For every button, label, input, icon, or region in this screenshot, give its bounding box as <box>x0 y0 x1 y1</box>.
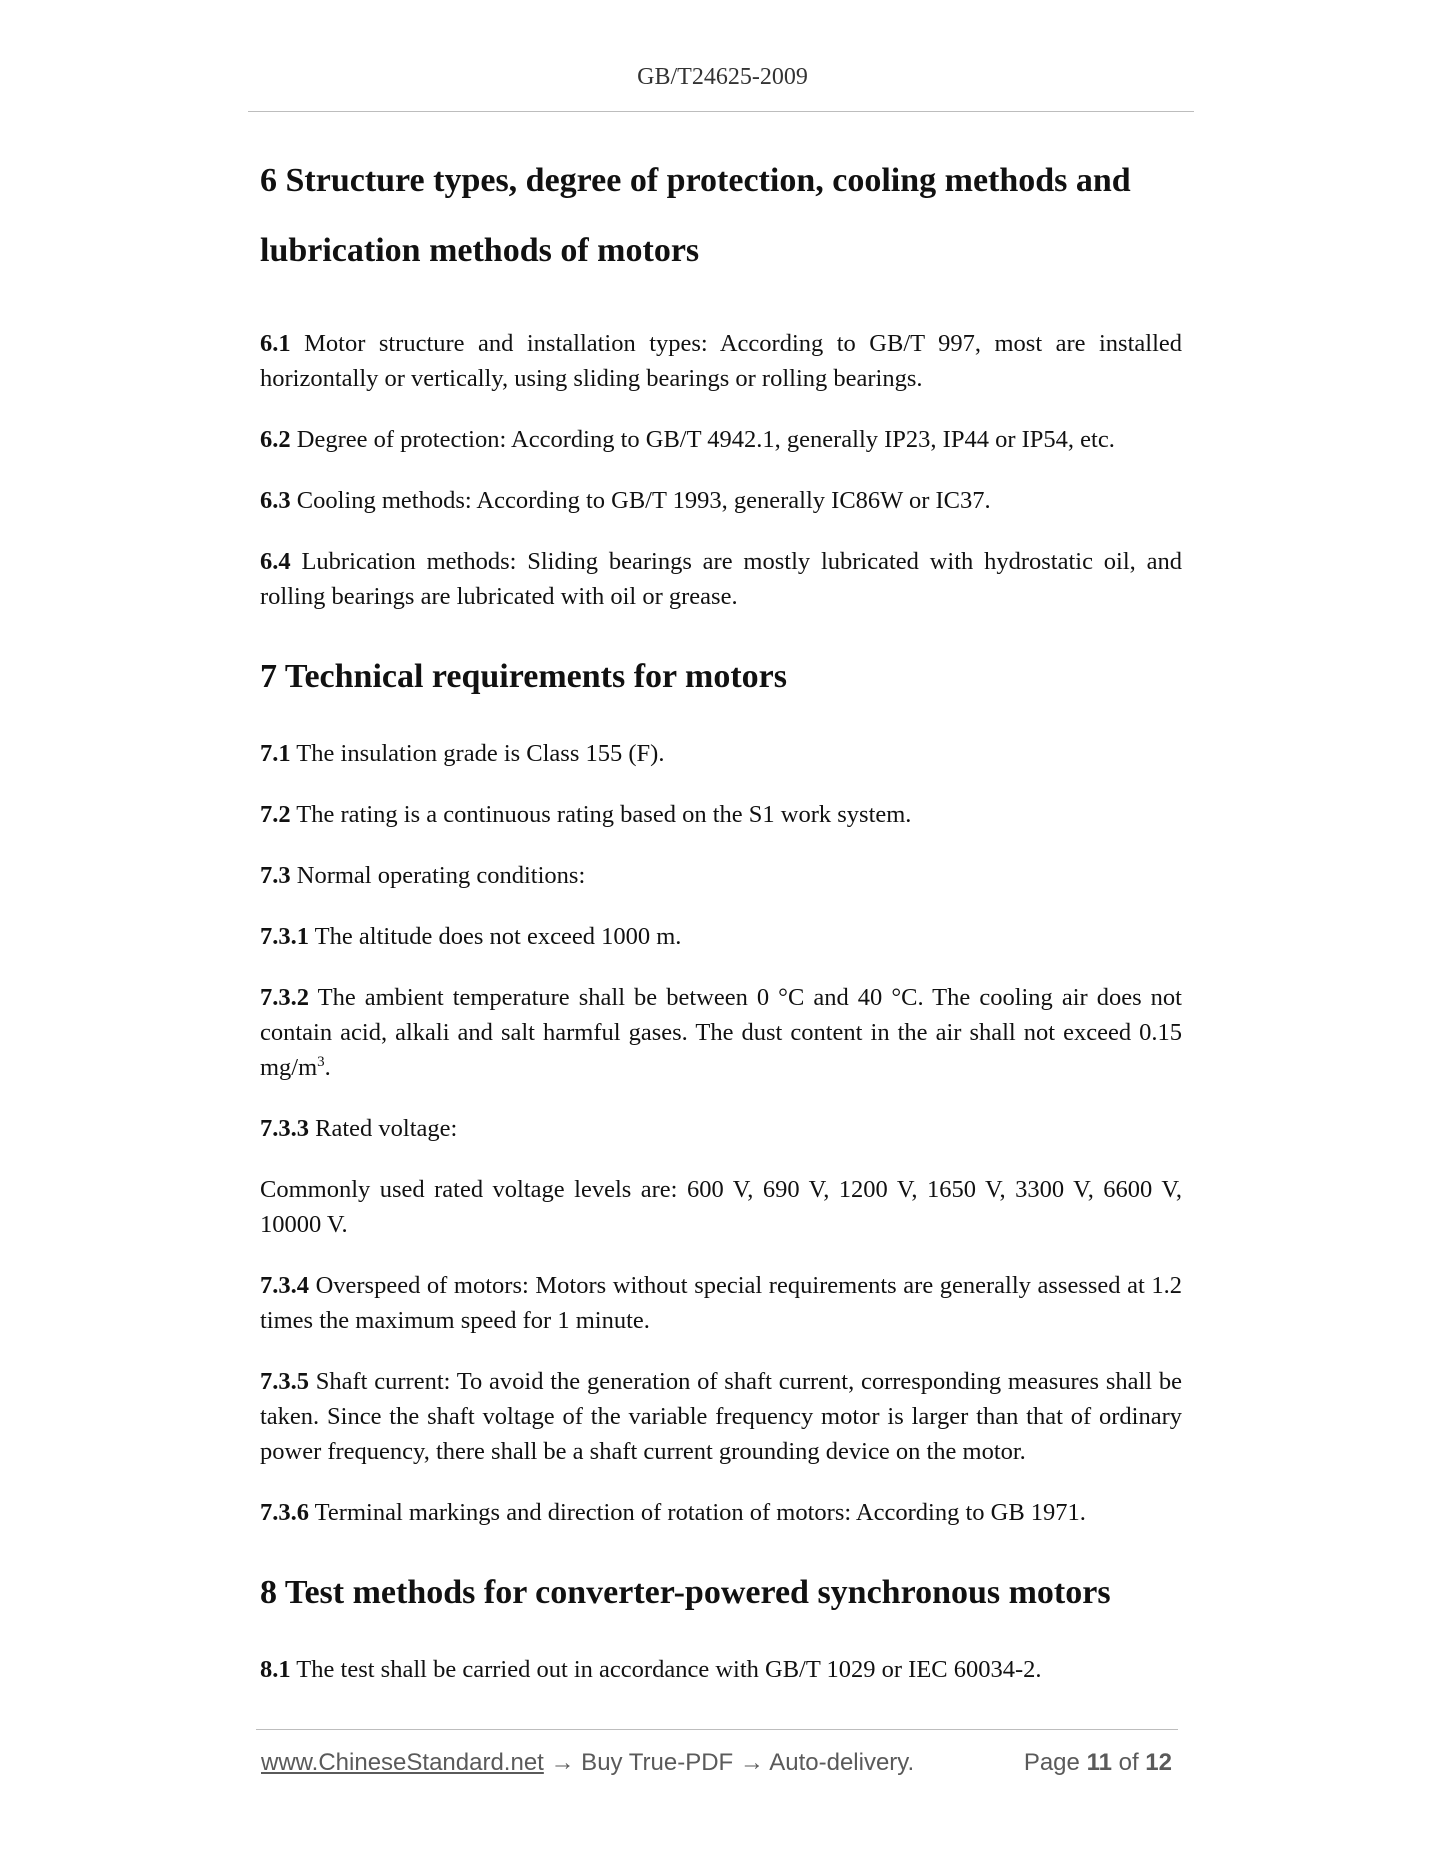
page-total: 12 <box>1145 1749 1172 1776</box>
clause-text: Rated voltage: <box>309 1115 458 1142</box>
clause-7-3-4 <box>260 1268 1182 1338</box>
clause-7-3-1 <box>260 919 1182 954</box>
running-header: GB/T24625-2009 <box>637 64 808 90</box>
clause-7-3-2 <box>260 980 1182 1085</box>
of-label: of <box>1118 1749 1139 1776</box>
clause-7-3-6 <box>260 1495 1182 1530</box>
clause-number: 6.2 <box>260 426 291 453</box>
clause-number: 7.2 <box>260 801 291 828</box>
page-label: Page <box>1023 1749 1080 1776</box>
clause-6-3 <box>260 483 1182 518</box>
clause-text-tail: . <box>324 1054 331 1081</box>
clause-text: The insulation grade is Class 155 (F). <box>290 740 665 767</box>
clause-number: 6.1 <box>260 330 291 357</box>
clause-text: Degree of protection: According to GB/T 4942.1, generally IP23, IP44 or IP54, etc. <box>290 426 1115 453</box>
page-content <box>260 146 1182 1687</box>
clause-text: Cooling methods: According to GB/T 1993, generally IC86W or IC37. <box>290 487 991 514</box>
page-indicator <box>1024 1749 1172 1777</box>
clause-7-3-3-body: Commonly used rated voltage levels are: 600 V, 690 V, 1200 V, 1650 V, 3300 V, 6600 V, 10000 V. <box>260 1176 1182 1238</box>
footer-tagline: → Buy True-PDF → Auto-delivery. <box>543 1749 915 1776</box>
section-6-heading-line-1: 6 Structure types, degree of protection, cooling methods and <box>260 162 1131 199</box>
clause-text: Motor structure and installation types: According to GB/T 997, most are installed horizontally or vertically, using sliding bearings or rolling bearings. <box>260 330 1182 392</box>
clause-number: 7.3.3 <box>260 1115 309 1142</box>
website-link[interactable]: www.ChineseStandard.net <box>261 1749 544 1776</box>
clause-text: Overspeed of motors: Motors without special requirements are generally assessed at 1.2 times the maximum speed for 1 minute. <box>260 1272 1182 1334</box>
clause-6-1 <box>260 326 1182 396</box>
clause-7-3-3 <box>260 1111 1182 1146</box>
clause-number: 6.4 <box>260 548 291 575</box>
clause-number: 7.3.4 <box>260 1272 309 1299</box>
clause-text: The rating is a continuous rating based on the S1 work system. <box>290 801 912 828</box>
section-7-heading: 7 Technical requirements for motors <box>260 658 787 695</box>
clause-number: 7.3 <box>260 862 291 889</box>
clause-7-2 <box>260 797 1182 832</box>
superscript: 3 <box>317 1053 325 1070</box>
section-8-heading: 8 Test methods for converter-powered synchronous motors <box>260 1574 1111 1611</box>
section-6-heading-line-2: lubrication methods of motors <box>260 232 700 269</box>
clause-7-3 <box>260 858 1182 893</box>
footer-divider <box>256 1729 1178 1730</box>
clause-number: 7.3.2 <box>260 984 309 1011</box>
clause-8-1 <box>260 1652 1182 1687</box>
page-current: 11 <box>1086 1749 1112 1776</box>
header-divider <box>248 111 1194 112</box>
section-6-heading <box>260 146 1182 286</box>
clause-6-2 <box>260 422 1182 457</box>
clause-text: Shaft current: To avoid the generation of shaft current, corresponding measures shall be taken. Since the shaft voltage of the variable frequency motor is larger than that of ordinary power frequency, there shall be a shaft current grounding device on the motor. <box>260 1368 1182 1465</box>
clause-number: 6.3 <box>260 487 291 514</box>
clause-text: Terminal markings and direction of rotation of motors: According to GB 1971. <box>309 1499 1086 1526</box>
clause-6-4 <box>260 544 1182 614</box>
page-footer <box>261 1749 1178 1777</box>
clause-number: 7.1 <box>260 740 291 767</box>
clause-text: Normal operating conditions: <box>290 862 586 889</box>
clause-7-3-5 <box>260 1364 1182 1469</box>
clause-7-1 <box>260 736 1182 771</box>
clause-number: 8.1 <box>260 1656 291 1683</box>
clause-text: The altitude does not exceed 1000 m. <box>309 923 682 950</box>
clause-number: 7.3.1 <box>260 923 309 950</box>
clause-text: The test shall be carried out in accordance with GB/T 1029 or IEC 60034-2. <box>290 1656 1042 1683</box>
clause-number: 7.3.6 <box>260 1499 309 1526</box>
clause-text: The ambient temperature shall be between 0 °C and 40 °C. The cooling air does not contain acid, alkali and salt harmful gases. The dust content in the air shall not exceed 0.15 mg/m <box>260 984 1182 1081</box>
clause-text: Lubrication methods: Sliding bearings are mostly lubricated with hydrostatic oil, and rolling bearings are lubricated with oil or grease. <box>260 548 1182 610</box>
clause-number: 7.3.5 <box>260 1368 309 1395</box>
